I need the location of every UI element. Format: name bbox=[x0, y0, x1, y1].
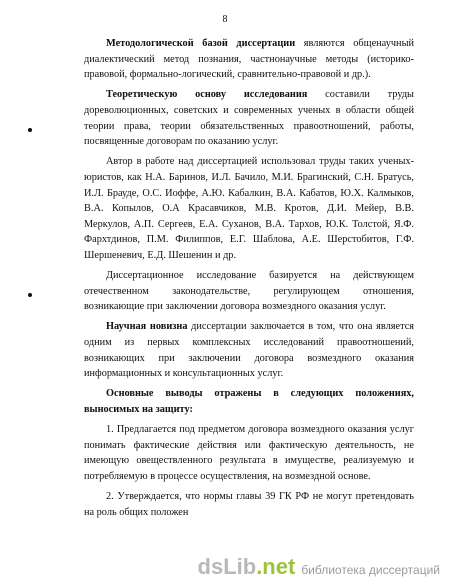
paragraph-thesis-2: 2. Утверждается, что нормы главы 39 ГК РФ не могут претендовать на роль общих положен bbox=[84, 491, 414, 518]
paragraph-thesis-1: 1. Предлагается под предметом договора возмездного оказания услуг понимать фактические действия или фактическую деятельность, не имеющую овеществленного результата в имуществе, реализуемую и потребляемую в процессе осуществления, на возмездной основе. bbox=[84, 424, 414, 482]
paragraph-theory: Теоретическую основу исследования составили труды дореволюционных, советских и современных ученых в области общей теории права, теории обязательственных правоотношений, работы, посвященные договорам по оказанию услуг. bbox=[84, 89, 414, 148]
paragraph-methodology: Методологической базой диссертации являются общенаучный диалектический метод познания, частнонаучные методы (историко-правовой, формально-логический, сравнительно-правовой и др.). bbox=[84, 38, 414, 81]
margin-bullet bbox=[28, 293, 32, 297]
watermark bbox=[198, 556, 440, 578]
paragraph-authors: Автор в работе над диссертацией использовал труды таких ученых-юристов, как Н.А. Баринов, И.Л. Бачило, М.И. Брагинский, С.Н. Братусь, И.Л. Брауде, О.С. Иоффе, А.Ю. Кабалкин, В.А. Кабатов, Ю.Х. Калмыков, В.А. Копылов, О.А Красавчиков, М.В. Кротов, Д.И. Мейер, В.В. Меркулов, А.П. Сергеев, Е.А. Суханов, В.А. Тархов, Ю.К. Толстой, Я.Ф. Фархтдинов, П.М. Филиппов, Е.Г. Шаблова, А.Е. Шерстобитов, Г.Ф. Шершеневич, Е.Д. Шешенин и др. bbox=[84, 156, 414, 261]
document-body bbox=[84, 36, 414, 525]
watermark-logo: dsLib.net bbox=[197, 554, 296, 579]
margin-bullet bbox=[28, 128, 32, 132]
paragraph-novelty: Научная новизна диссертации заключается в том, что она является одним из первых комплексных исследований правоотношений, возникающих при заключении договора возмездного оказания информационных и консультационных услуг. bbox=[84, 321, 415, 380]
watermark-subtitle: библиотека диссертаций bbox=[301, 563, 440, 577]
paragraph-legislation: Диссертационное исследование базируется на действующем отечественном законодательстве, регулирующем отношения, возникающие при заключении договора возмездного оказания услуг. bbox=[84, 270, 414, 313]
paragraph-conclusions-heading: Основные выводы отражены в следующих положениях, выносимых на защиту: bbox=[84, 388, 414, 416]
page-number: 8 bbox=[222, 14, 228, 25]
